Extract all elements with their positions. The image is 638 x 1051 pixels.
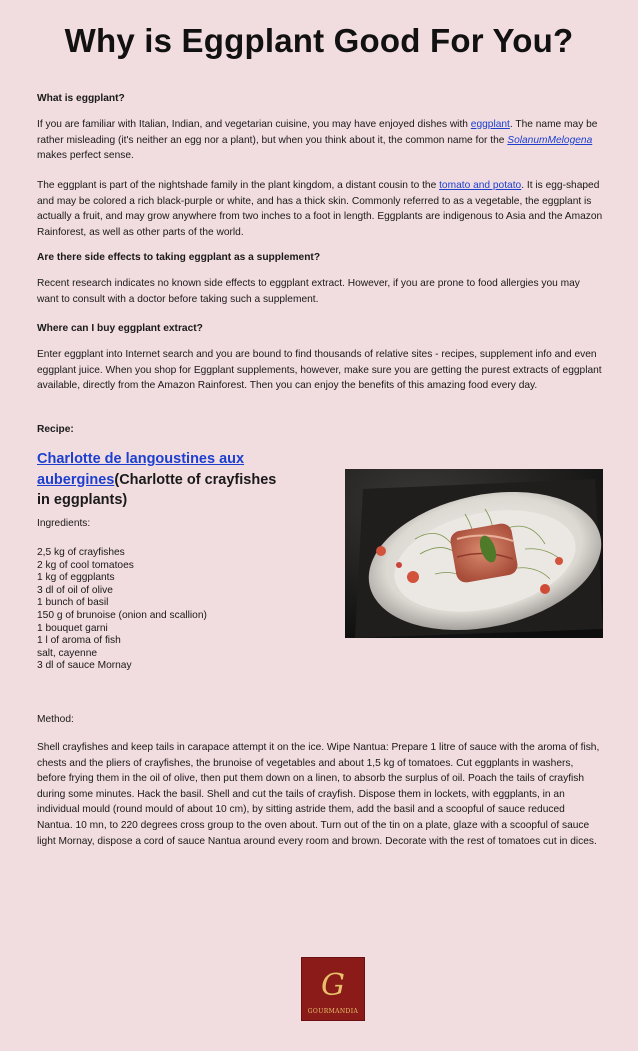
paragraph-intro-text: If you are familiar with Italian, Indian, and vegetarian cuisine, you may have enjoyed dishes with <box>37 119 471 130</box>
page-title: Why is Eggplant Good For You? <box>64 22 574 59</box>
ingredient-item: 2 kg of cool tomatoes <box>37 559 134 571</box>
ingredient-item: salt, cayenne <box>37 647 98 659</box>
logo-monogram: G <box>321 968 345 1003</box>
ingredient-item: 1 bunch of basil <box>37 597 109 609</box>
ingredients-label: Ingredients: <box>37 518 91 529</box>
method-label: Method: <box>37 714 74 725</box>
ingredient-item: 1 l of aroma of fish <box>37 635 121 647</box>
paragraph-intro-text-2: . The name may be rather misleading (it's neither an egg nor a plant), but when you think about it, the common name for the <box>37 119 598 146</box>
recipe-heading: Recipe: <box>37 424 74 435</box>
ingredient-item: 150 g of brunoise (onion and scallion) <box>37 609 207 621</box>
method-text: Shell crayfishes and keep tails in carapace attempt it on the ice. Wipe Nantua: Prepare 1 litre of sauce with the aroma of fish, chests and the pliers of crayfishes, the brunoise of vegetables and about 1,5 kg of tomatoes. Cut eggplants in washers, before frying them in the oil of olive, then put them down on a linen, to absorb the surplus of oil. Poach the tails of crayfish during some minutes. Hack the basil. Shell and cut the tails of crayfish. Dispose them in lockets, with eggplants, in an individual mould (round mould of about 10 cm), by sitting astride them, add the basil and a scoopful of sauce reduced Nantua. 10 mn, to 220 degrees cross group to the oven about. Turn out of the tin on a plate, glaze with a scoopful of sauce light Mornay, dispose a cord of sauce Nantua around every room and brown. Decorate with the rest of tomatoes cut in dices. <box>37 742 600 847</box>
eggplant-link[interactable]: eggplant <box>470 119 510 130</box>
dish-photo-illustration <box>345 469 603 638</box>
recipe-title <box>37 449 287 511</box>
paragraph-intro <box>37 117 603 164</box>
paragraph-nightshade <box>37 178 603 240</box>
paragraph-nightshade-text-2: . It is egg-shaped and may be colored a rich black-purple or white, and has a thick skin. Commonly referred to as a vegetable, the eggplant is actually a fruit, and may grow anywhere from two inches to a foot in length. Eggplants are indigenous to Asia and the Amazon Rainforest, as well as other parts of the world. <box>37 180 603 238</box>
question-what-is-eggplant: What is eggplant? <box>37 93 125 104</box>
solanum-melogena-link[interactable]: SolanumMelogena <box>507 134 593 146</box>
ingredient-item: 2,5 kg of crayfishes <box>37 547 125 558</box>
gourmandia-logo-mark <box>302 958 364 1020</box>
question-side-effects: Are there side effects to taking eggplant as a supplement? <box>37 252 321 263</box>
ingredient-item: 3 dl of sauce Mornay <box>37 660 132 672</box>
tomato-and-potato-link[interactable]: tomato and potato <box>439 180 522 191</box>
paragraph-side-effects: Recent research indicates no known side effects to eggplant extract. However, if you are prone to food allergies you may want to consult with a doctor before taking such a supplement. <box>37 278 580 305</box>
question-where-to-buy: Where can I buy eggplant extract? <box>37 323 203 334</box>
paragraph-where-to-buy: Enter eggplant into Internet search and you are bound to find thousands of relative sites - recipes, supplement info and even eggplant juice. When you shop for Eggplant supplements, however, make sure you are getting the purest extracts of eggplant available, directly from the Amazon Rainforest. Then you can enjoy the benefits of this amazing food every day. <box>37 349 602 392</box>
paragraph-nightshade-text: The eggplant is part of the nightshade family in the plant kingdom, a distant cousin to the <box>37 180 440 191</box>
ingredient-item: 1 kg of eggplants <box>37 572 115 584</box>
ingredient-item: 3 dl of oil of olive <box>37 584 113 596</box>
logo-brand-text: GOURMANDIA <box>307 1008 359 1015</box>
gourmandia-logo <box>301 957 365 1021</box>
ingredient-item: 1 bouquet garni <box>37 622 108 634</box>
paragraph-intro-text-3: makes perfect sense. <box>37 150 134 162</box>
ingredients-list <box>37 547 207 673</box>
dish-photo <box>345 469 603 638</box>
recipe-title-link[interactable]: Charlotte de langoustines aux aubergines <box>37 451 245 488</box>
recipe-title-translation: (Charlotte of crayfishes in eggplants) <box>37 471 277 508</box>
